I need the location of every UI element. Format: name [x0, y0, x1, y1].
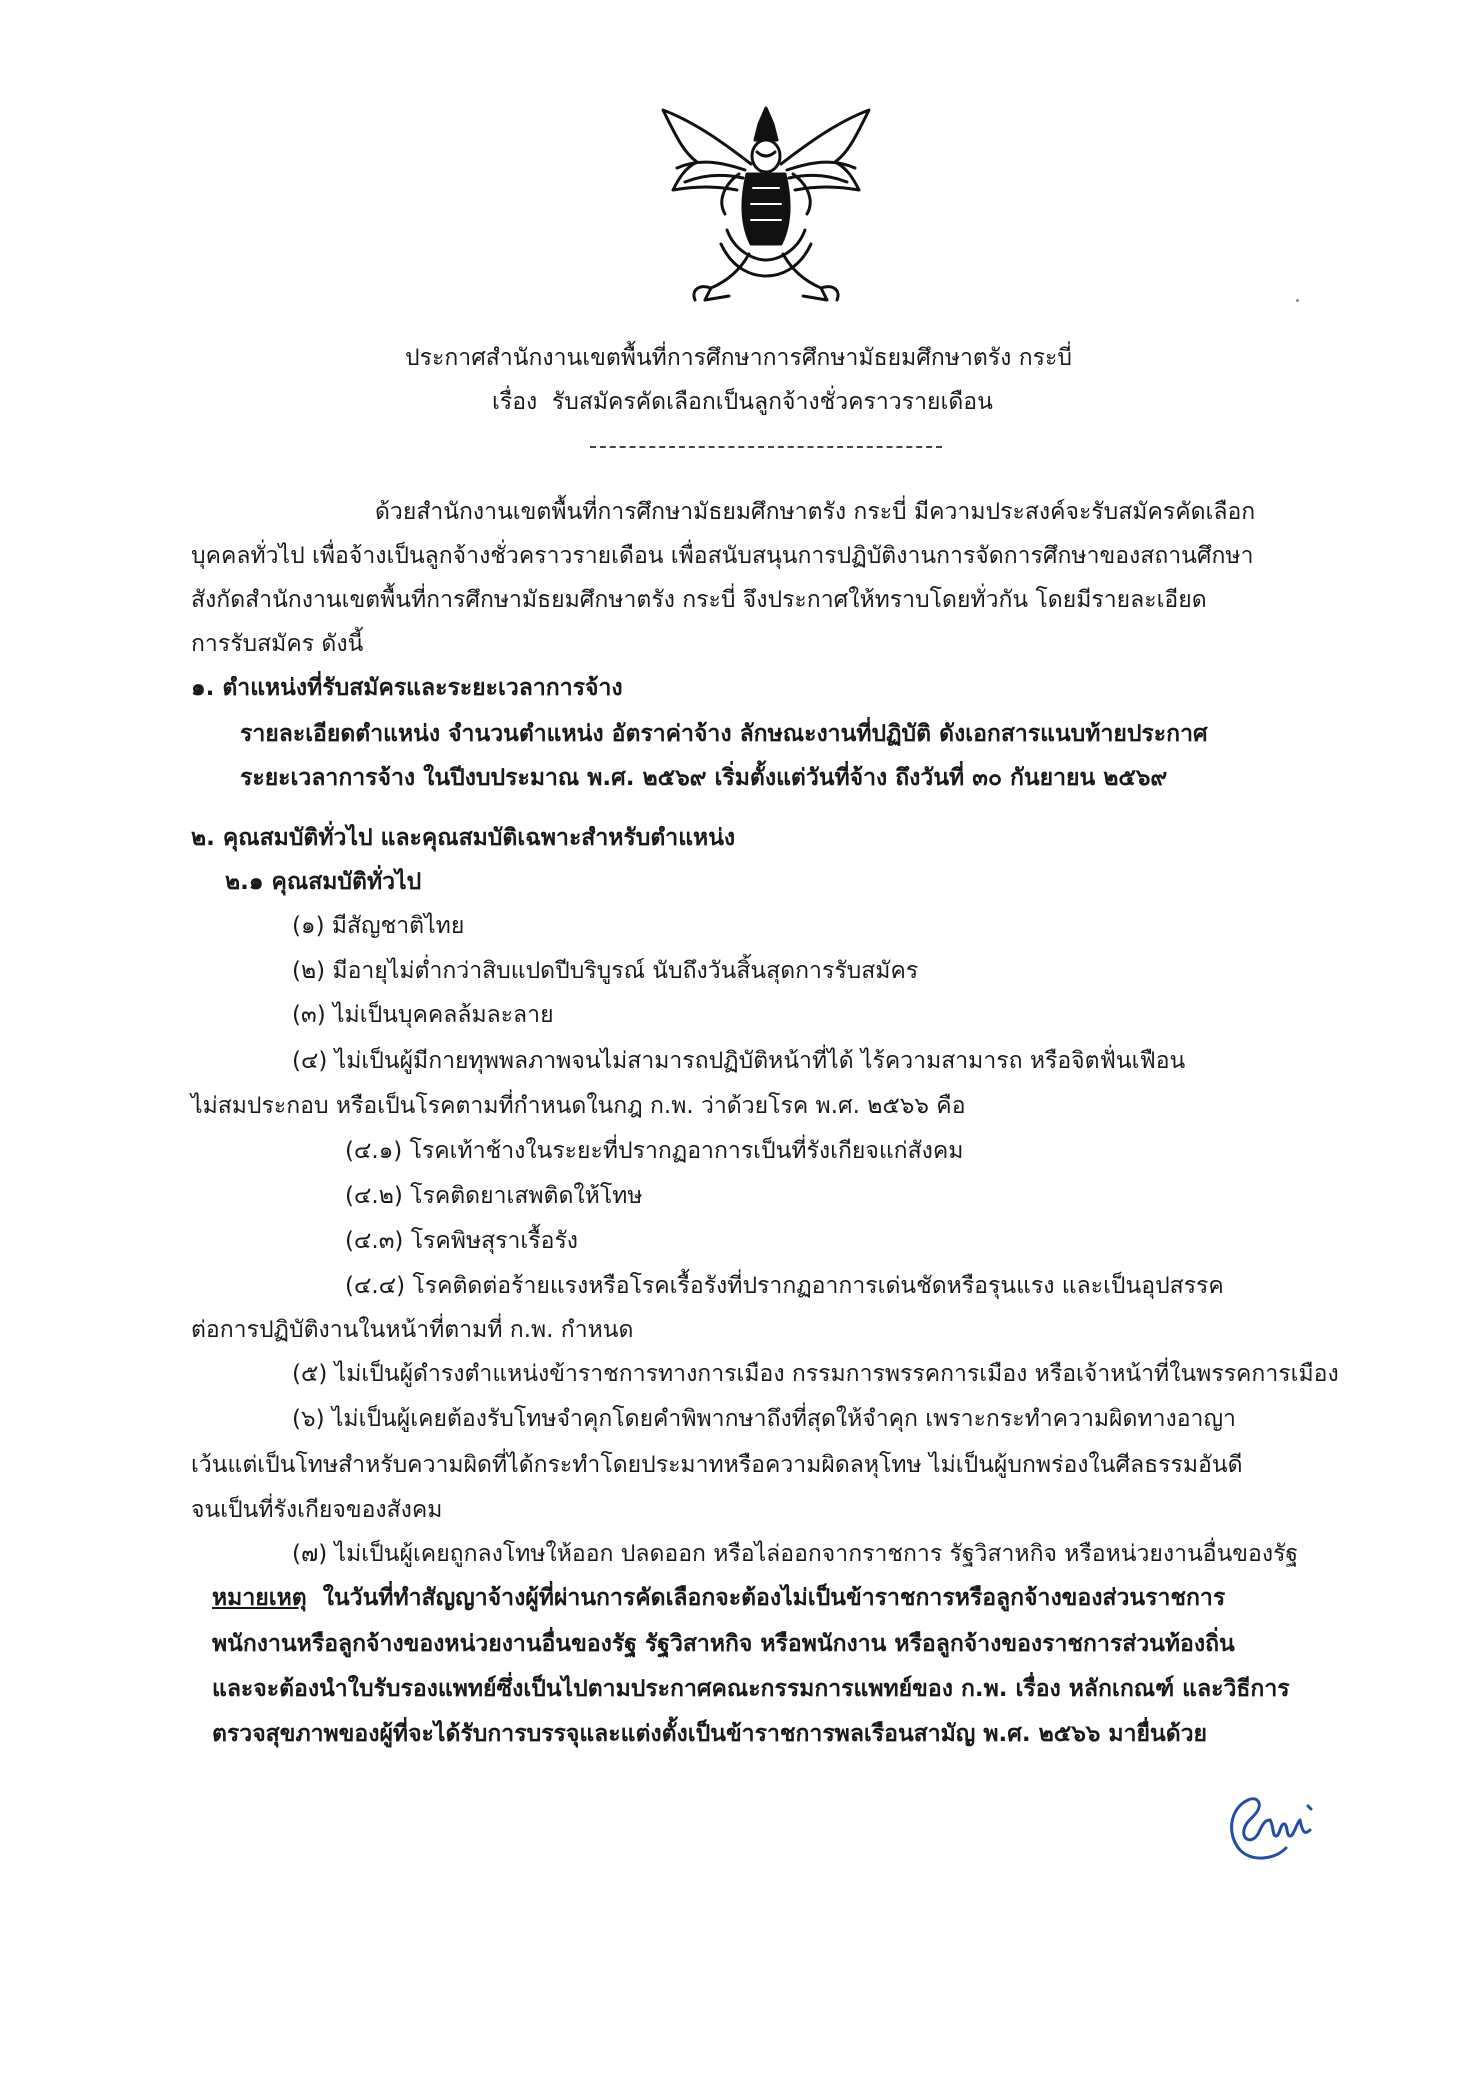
intro-line-3: สังกัดสำนักงานเขตพื้นที่การศึกษามัธยมศึกษาตรัง กระบี่ จึงประกาศให้ทราบโดยทั่วกัน โดยมีรายละเอียด [191, 587, 1207, 613]
remark-text: ในวันที่ทำสัญญาจ้างผู้ที่ผ่านการคัดเลือกจะต้องไม่เป็นข้าราชการหรือลูกจ้างของส่วนราชการ [322, 1585, 1226, 1611]
intro-line-1: ด้วยสำนักงานเขตพื้นที่การศึกษามัธยมศึกษาตรัง กระบี่ มีความประสงค์จะรับสมัครคัดเลือก [375, 499, 1256, 525]
section1-line-1: รายละเอียดตำแหน่ง จำนวนตำแหน่ง อัตราค่าจ้าง ลักษณะงานที่ปฏิบัติ ดังเอกสารแนบท้ายประกาศ [240, 721, 1208, 747]
remark-line-3: และจะต้องนำใบรับรองแพทย์ซึ่งเป็นไปตามประกาศคณะกรรมการแพทย์ของ ก.พ. เรื่อง หลักเกณฑ์ และวิธีการ [212, 1676, 1290, 1702]
qualification-item: (๗) ไม่เป็นผู้เคยถูกลงโทษให้ออก ปลดออก หรือไล่ออกจากราชการ รัฐวิสาหกิจ หรือหน่วยงานอื่นของรัฐ [292, 1541, 1299, 1567]
intro-line-2: บุคคลทั่วไป เพื่อจ้างเป็นลูกจ้างชั่วคราวรายเดือน เพื่อสนับสนุนการปฏิบัติงานการจัดการศึกษาของสถานศึกษา [191, 543, 1254, 569]
qualification-subitem: ต่อการปฏิบัติงานในหน้าที่ตามที่ ก.พ. กำหนด [191, 1317, 634, 1343]
qualification-item: (๒) มีอายุไม่ต่ำกว่าสิบแปดปีบริบูรณ์ นับถึงวันสิ้นสุดการรับสมัคร [292, 958, 919, 984]
qualification-item: (๔) ไม่เป็นผู้มีกายทุพพลภาพจนไม่สามารถปฏิบัติหน้าที่ได้ ไร้ความสามารถ หรือจิตฟั่นเฟือน [292, 1048, 1186, 1074]
subject-line [492, 386, 993, 418]
subject-text: รับสมัครคัดเลือกเป็นลูกจ้างชั่วคราวรายเดือน [551, 389, 993, 415]
announcement-title: ประกาศสำนักงานเขตพื้นที่การศึกษาการศึกษามัธยมศึกษาตรัง กระบี่ [405, 345, 1072, 371]
qualification-item: จนเป็นที่รังเกียจของสังคม [191, 1497, 443, 1523]
qualification-item: เว้นแต่เป็นโทษสำหรับความผิดที่ได้กระทำโดยประมาทหรือความผิดลหุโทษ ไม่เป็นผู้บกพร่องในศีลธรรมอันดี [191, 1452, 1243, 1478]
intro-line-4: การรับสมัคร ดังนี้ [191, 631, 364, 657]
qualification-item: (๖) ไม่เป็นผู้เคยต้องรับโทษจำคุกโดยคำพิพากษาถึงที่สุดให้จำคุก เพราะกระทำความผิดทางอาญา [292, 1406, 1236, 1432]
qualification-item: (๕) ไม่เป็นผู้ดำรงตำแหน่งข้าราชการทางการเมือง กรรมการพรรคการเมือง หรือเจ้าหน้าที่ในพรรคการเมือง [292, 1361, 1339, 1387]
signature-icon [1222, 1790, 1322, 1864]
remark-line-1 [212, 1582, 1225, 1614]
section2-subheading: ๒.๑ คุณสมบัติทั่วไป [225, 869, 422, 895]
qualification-item: (๓) ไม่เป็นบุคคลล้มละลาย [292, 1002, 554, 1028]
section1-line-2: ระยะเวลาการจ้าง ในปีงบประมาณ พ.ศ. ๒๕๖๙ เริ่มตั้งแต่วันที่จ้าง ถึงวันที่ ๓๐ กันยายน ๒๕๖๙ [240, 765, 1168, 791]
qualification-subitem: (๔.๒) โรคติดยาเสพติดให้โทษ [345, 1183, 643, 1209]
qualification-subitem: (๔.๑) โรคเท้าช้างในระยะที่ปรากฏอาการเป็นที่รังเกียจแก่สังคม [345, 1138, 964, 1164]
qualification-subitem: (๔.๓) โรคพิษสุราเรื้อรัง [345, 1228, 579, 1254]
remark-label: หมายเหตุ [212, 1585, 307, 1611]
garuda-emblem-icon [655, 104, 877, 306]
qualification-item: (๑) มีสัญชาติไทย [292, 913, 465, 939]
header-divider [590, 446, 942, 448]
section2-heading: ๒. คุณสมบัติทั่วไป และคุณสมบัติเฉพาะสำหรับตำแหน่ง [191, 825, 736, 851]
section1-heading: ๑. ตำแหน่งที่รับสมัครและระยะเวลาการจ้าง [191, 675, 623, 701]
subject-label: เรื่อง [492, 389, 538, 415]
remark-line-2: พนักงานหรือลูกจ้างของหน่วยงานอื่นของรัฐ รัฐวิสาหกิจ หรือพนักงาน หรือลูกจ้างของราชการส่วนท้องถิ่น [212, 1631, 1235, 1657]
qualification-item: ไม่สมประกอบ หรือเป็นโรคตามที่กำหนดในกฎ ก.พ. ว่าด้วยโรค พ.ศ. ๒๕๖๖ คือ [191, 1093, 966, 1119]
remark-line-4: ตรวจสุขภาพของผู้ที่จะได้รับการบรรจุและแต่งตั้งเป็นข้าราชการพลเรือนสามัญ พ.ศ. ๒๕๖๖ มายื่นด้วย [212, 1721, 1208, 1747]
scan-speck [1296, 299, 1299, 302]
qualification-subitem: (๔.๔) โรคติดต่อร้ายแรงหรือโรคเรื้อรังที่ปรากฏอาการเด่นชัดหรือรุนแรง และเป็นอุปสรรค [345, 1273, 1224, 1299]
